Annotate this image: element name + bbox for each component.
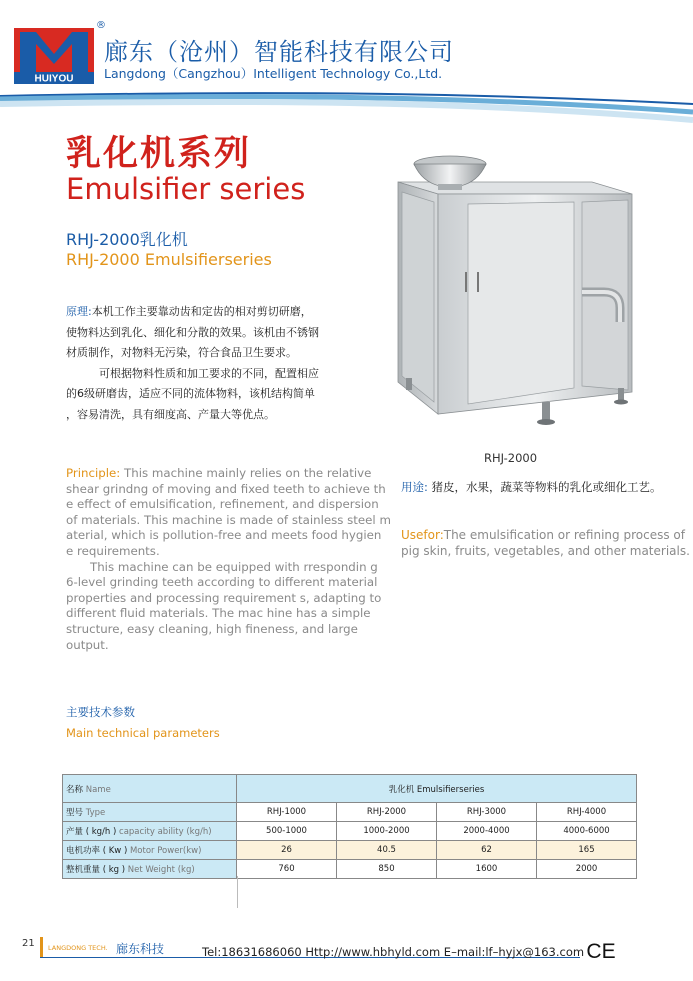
registered-mark: ® [96, 20, 106, 31]
table-row [63, 803, 637, 822]
model-title-cn: RHJ-2000乳化机 [66, 230, 188, 249]
table-header-row [63, 775, 637, 803]
table-cell: RHJ-2000 [337, 803, 437, 822]
table-cell: RHJ-4000 [537, 803, 637, 822]
table-cell: 165 [537, 841, 637, 860]
label-cn: 名称 [66, 784, 84, 795]
principle-en [66, 466, 391, 653]
principle-en-line: e effect of emulsification, refinement, and dispersion [66, 497, 379, 512]
label-en: Type [85, 808, 106, 818]
table-cell: 62 [437, 841, 537, 860]
image-caption: RHJ-2000 [484, 451, 538, 465]
use-en [401, 528, 690, 559]
principle-en-line: aterial, which is pollution-free and meets food hygien [66, 528, 382, 543]
label-en: Name [85, 784, 111, 795]
table-label-cell [63, 860, 237, 879]
params-heading-en: Main technical parameters [66, 726, 220, 740]
huiyou-logo [14, 28, 94, 84]
table-label-cell [63, 822, 237, 841]
label-cn: 型号 [66, 808, 84, 818]
principle-cn-line: 的6级研磨齿，适应不同的流体物料，该机结构简单 [66, 387, 315, 400]
table-row [63, 841, 637, 860]
use-cn [401, 479, 662, 495]
table-divider [237, 876, 238, 908]
table-cell: RHJ-1000 [237, 803, 337, 822]
principle-cn-label: 原理: [66, 305, 92, 318]
page-number: 21 [22, 938, 35, 949]
table-cell: 26 [237, 841, 337, 860]
table-row [63, 860, 637, 879]
label-cn: 电机功率 ( Kw ) [66, 846, 128, 856]
table-row [63, 822, 637, 841]
use-en-label: Usefor: [401, 528, 444, 542]
principle-en-line: shear grindng of moving and fixed teeth to achieve th [66, 481, 386, 496]
principle-en-line: structure, easy cleaning, high fineness, and large [66, 621, 358, 636]
table-cell: RHJ-3000 [437, 803, 537, 822]
use-cn-label: 用途: [401, 480, 428, 494]
label-en: capacity ability (kg/h) [119, 827, 212, 837]
page-title-cn: 乳化机系列 [66, 134, 252, 174]
footer-brand-cn: 廊东科技 [116, 942, 165, 956]
table-cell: 2000-4000 [437, 822, 537, 841]
use-cn-text: 猪皮，水果，蔬菜等物料的乳化或细化工艺。 [431, 480, 662, 494]
table-cell: 1000-2000 [337, 822, 437, 841]
table-label-cell [63, 841, 237, 860]
label-en: Motor Power(kw) [129, 846, 202, 856]
principle-en-line: e requirements. [66, 543, 160, 558]
params-heading-cn: 主要技术参数 [66, 705, 135, 719]
company-name-en: Langdong（Cangzhou）Intelligent Technology Co.,Ltd. [104, 66, 443, 81]
table-cell: 850 [337, 860, 437, 879]
principle-en-line: This machine mainly relies on the relative [124, 466, 372, 480]
label-cn: 产量 ( kg/h ) [66, 827, 117, 837]
label-cn: 整机重量 ( kg ) [66, 865, 126, 875]
principle-en-line: different fluid materials. The mac hine has a simple [66, 606, 371, 621]
principle-en-label: Principle: [66, 466, 121, 480]
table-cell: 760 [237, 860, 337, 879]
principle-cn [66, 302, 366, 425]
ce-mark-text: CE [586, 940, 616, 961]
principle-en-line: This machine can be equipped with rrespondin g [90, 559, 378, 574]
page-title-en: Emulsifier series [66, 172, 306, 206]
principle-en-line: 6-level grinding teeth according to different material [66, 575, 378, 590]
principle-cn-line: 材质制作，对物料无污染，符合食品卫生要求。 [66, 346, 297, 359]
table-label-cell [63, 775, 237, 803]
principle-cn-line: ，容易清洗，具有细度高、产量大等优点。 [66, 407, 275, 421]
table-header-value: 乳化机 Emulsifierseries [237, 775, 637, 803]
table-cell: 40.5 [337, 841, 437, 860]
use-en-line: pig skin, fruits, vegetables, and other materials. [401, 543, 690, 558]
principle-en-line: output. [66, 637, 109, 652]
footer-contact: Tel:18631686060 Http://www.hbhyld.com E–mail:lf–hyjx@163.com [202, 945, 585, 959]
ce-mark-icon [586, 939, 616, 961]
table-cell: 2000 [537, 860, 637, 879]
table-cell: 1600 [437, 860, 537, 879]
logo-text: HUIYOU [34, 73, 74, 84]
principle-cn-line: 本机工作主要靠动齿和定齿的相对剪切研磨， [91, 305, 312, 318]
company-name-cn: 廊东（沧州）智能科技有限公司 [104, 38, 454, 66]
header-wave-band [0, 86, 693, 124]
use-en-line: The emulsification or refining process of [443, 528, 685, 542]
principle-cn-line: 使物料达到乳化、细化和分散的效果。该机由不锈钢 [66, 325, 319, 339]
principle-cn-line: 可根据物料性质和加工要求的不同，配置相应 [99, 366, 319, 380]
principle-en-line: properties and processing requirement s, adapting to [66, 590, 382, 605]
spec-table [62, 774, 637, 879]
footer-brand-en: LANGDONG TECH. [48, 944, 108, 952]
table-cell: 4000-6000 [537, 822, 637, 841]
footer-accent-bar [40, 937, 43, 957]
model-title-en: RHJ-2000 Emulsifierseries [66, 250, 272, 269]
label-en: Net Weight (kg) [127, 865, 195, 875]
principle-en-line: of materials. This machine is made of stainless steel m [66, 512, 391, 527]
table-label-cell [63, 803, 237, 822]
emulsifier-machine-image [392, 152, 642, 442]
table-cell: 500-1000 [237, 822, 337, 841]
